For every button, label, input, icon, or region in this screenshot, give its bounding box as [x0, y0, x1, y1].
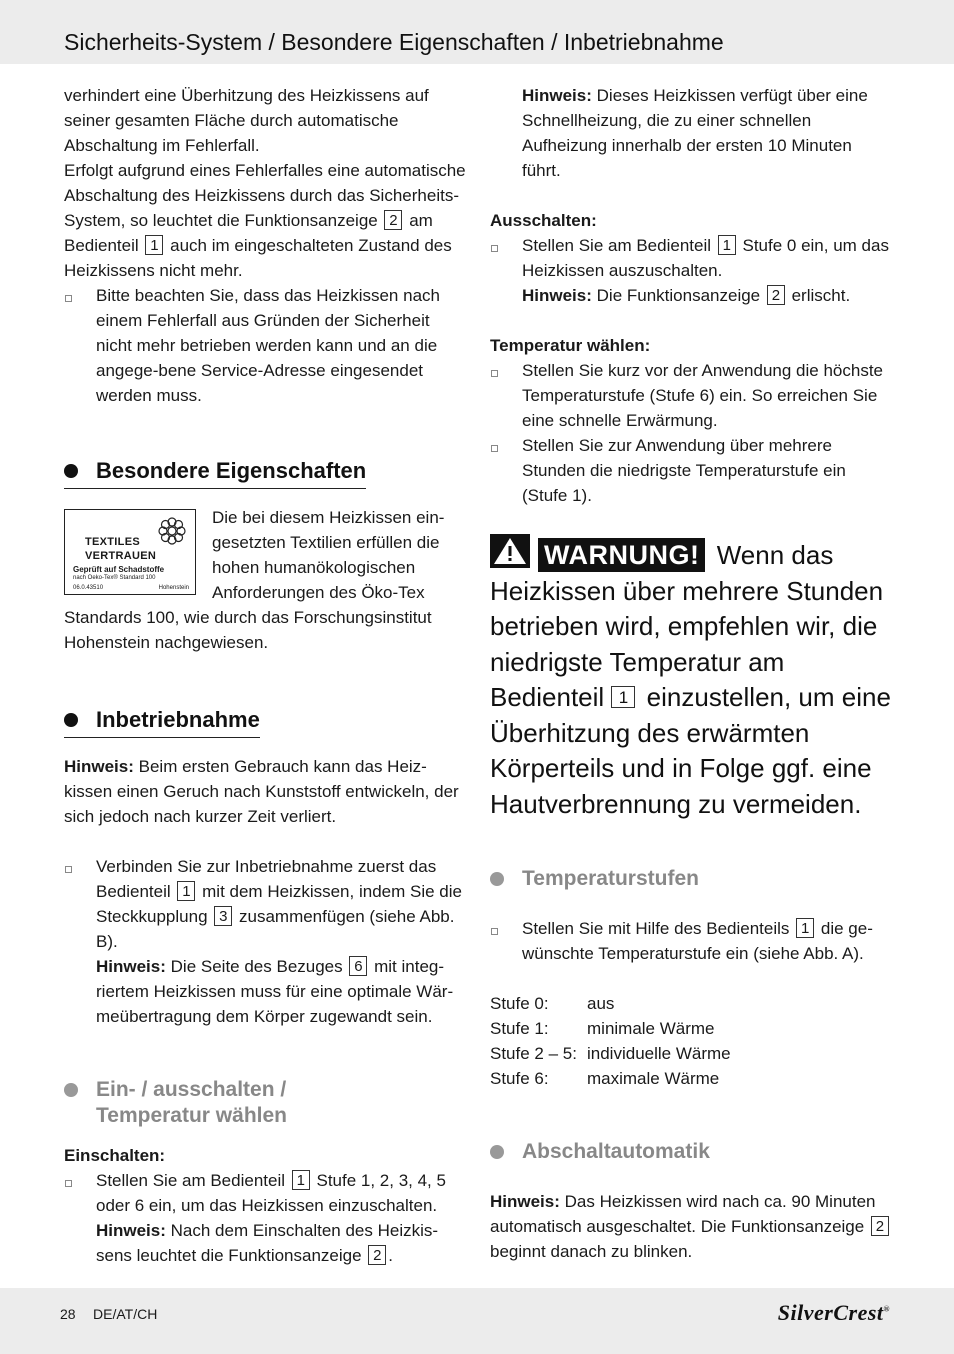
left-column	[64, 83, 466, 1268]
bullet-dot-icon	[64, 464, 78, 478]
language-codes: DE/AT/CH	[93, 1306, 158, 1322]
checkbox-bullet-icon	[491, 370, 498, 377]
checkbox-bullet-icon	[491, 245, 498, 252]
oeko-tex-logo: TEXTILES VERTRAUEN Geprüft auf Schadstoffe nach Oeko-Tex® Standard 100 06.0.43510 Hohenstein	[64, 509, 196, 595]
fault-paragraph: Erfolgt aufgrund eines Fehlerfalles eine automatische Abschaltung des Heizkissens durch das Sicherheits-System, so leuchtet die Funktionsanzeige 2 am Bedienteil 1 auch im eingeschalteten Zustand des Heizkissens nicht mehr.	[64, 161, 466, 280]
table-row: Stufe 1: minimale Wärme	[490, 1019, 715, 1038]
ref-number: 2	[767, 285, 785, 305]
ref-number: 2	[368, 1245, 386, 1265]
ausschalten-label: Ausschalten:	[490, 211, 597, 230]
table-row: Stufe 0: aus	[490, 994, 615, 1013]
brand-logo: SilverCrest®	[777, 1300, 890, 1325]
ref-number: 6	[349, 956, 367, 976]
page-title: Sicherheits-System / Besondere Eigenschaften / Inbetriebnahme	[64, 29, 724, 55]
list-item: Stellen Sie zur Anwendung über mehrere Stunden die niedrigste Temperaturstufe ein (Stufe 1).	[490, 433, 892, 508]
heading-temperaturstufen: Temperaturstufen	[490, 866, 892, 892]
stufen-table	[490, 991, 892, 1091]
warning-block: WARNUNG! Wenn das Heizkissen über mehrere Stunden betrieben wird, empfehlen wir, die niedrigste Temperatur am Bedienteil 1 einzustellen, um eine Überhitzung des erwärmten Körperteils und in Folge ggf. eine Hautverbrennung zu vermeiden.	[490, 534, 892, 822]
oeko-flower-icon	[155, 514, 189, 548]
list-item: Stellen Sie kurz vor der Anwendung die höchste Temperaturstufe (Stufe 6) ein. So erreichen Sie eine schnelle Erwärmung.	[490, 358, 892, 433]
intro-paragraph: verhindert eine Überhitzung des Heizkissens auf seiner gesamten Fläche durch automatische Abschaltung im Fehlerfall.	[64, 86, 429, 155]
page-header	[0, 0, 954, 64]
bullet-dot-icon	[490, 872, 504, 886]
warning-label: WARNUNG!	[538, 538, 705, 572]
page-number: 28	[60, 1306, 76, 1322]
oeko-tex-section	[64, 505, 466, 655]
right-column	[490, 83, 892, 1264]
heading-abschaltautomatik: Abschaltautomatik	[490, 1139, 892, 1165]
checkbox-bullet-icon	[491, 445, 498, 452]
page-footer	[0, 1288, 954, 1354]
heading-besondere-eigenschaften: Besondere Eigenschaften	[64, 456, 366, 489]
table-row: Stufe 2 – 5: individuelle Wärme	[490, 1044, 731, 1063]
einschalten-label: Einschalten:	[64, 1146, 166, 1165]
list-item: Stellen Sie mit Hilfe des Bedienteils 1 die ge-wünschte Temperaturstufe ein (siehe Abb. A).	[490, 916, 892, 966]
first-use-note: Hinweis: Beim ersten Gebrauch kann das Heiz-kissen einen Geruch nach Kunststoff entwickeln, der sich jedoch nach kurzer Zeit verliert.	[64, 757, 459, 826]
temperatur-label: Temperatur wählen:	[490, 336, 651, 355]
list-item: Stellen Sie am Bedienteil 1 Stufe 0 ein, um das Heizkissen auszuschalten. Hinweis: Die Funktionsanzeige 2 erlischt.	[490, 233, 892, 308]
quick-heat-note: Hinweis: Dieses Heizkissen verfügt über eine Schnellheizung, die zu einer schnellen Aufheizung innerhalb der ersten 10 Minuten führt.	[522, 86, 868, 180]
checkbox-bullet-icon	[65, 295, 72, 302]
ref-number: 1	[718, 235, 736, 255]
checkbox-bullet-icon	[65, 866, 72, 873]
ref-number: 2	[871, 1216, 889, 1236]
ref-number: 1	[796, 918, 814, 938]
oeko-tex-text: Die bei diesem Heizkissen ein-gesetzten Textilien erfüllen die hohen humanökologischen Anforderungen des Öko-Tex Standards 100, wie durch das Forschungsinstitut Hohenstein nachgewiesen.	[64, 508, 445, 652]
ref-number: 3	[214, 906, 232, 926]
ref-number: 1	[292, 1170, 310, 1190]
checkbox-bullet-icon	[491, 928, 498, 935]
table-row: Stufe 6: maximale Wärme	[490, 1069, 720, 1088]
heading-ein-ausschalten: Ein- / ausschalten / Temperatur wählen	[64, 1077, 466, 1129]
ref-number: 1	[177, 881, 195, 901]
checkbox-bullet-icon	[65, 1180, 72, 1187]
bullet-dot-icon	[490, 1145, 504, 1159]
bullet-dot-icon	[64, 1083, 78, 1097]
auto-off-note: Hinweis: Das Heizkissen wird nach ca. 90 Minuten automatisch ausgeschaltet. Die Funktionsanzeige 2 beginnt danach zu blinken.	[490, 1189, 892, 1264]
list-item: Bitte beachten Sie, dass das Heizkissen nach einem Fehlerfall aus Gründen der Sicherheit nicht mehr betrieben werden kann und an die angege-bene Service-Adresse eingesendet werden muss.	[64, 283, 466, 408]
bullet-dot-icon	[64, 713, 78, 727]
ref-number: 1	[145, 235, 163, 255]
list-item: Stellen Sie am Bedienteil 1 Stufe 1, 2, 3, 4, 5 oder 6 ein, um das Heizkissen einzuschalten. Hinweis: Nach dem Einschalten des Heizkis-sens leuchtet die Funktionsanzeige 2 .	[64, 1168, 466, 1268]
list-item: Verbinden Sie zur Inbetriebnahme zuerst das Bedienteil 1 mit dem Heizkissen, indem Sie die Steckkupplung 3 zusammenfügen (siehe Abb. B). Hinweis: Die Seite des Bezuges 6 mit integ-riertem Heizkissen muss für eine optimale Wär-meübertragung dem Körper zugewandt sein.	[64, 854, 466, 1029]
ref-number: 1	[611, 686, 635, 708]
warning-triangle-icon	[490, 534, 530, 568]
heading-inbetriebnahme: Inbetriebnahme	[64, 705, 260, 738]
ref-number: 2	[384, 210, 402, 230]
